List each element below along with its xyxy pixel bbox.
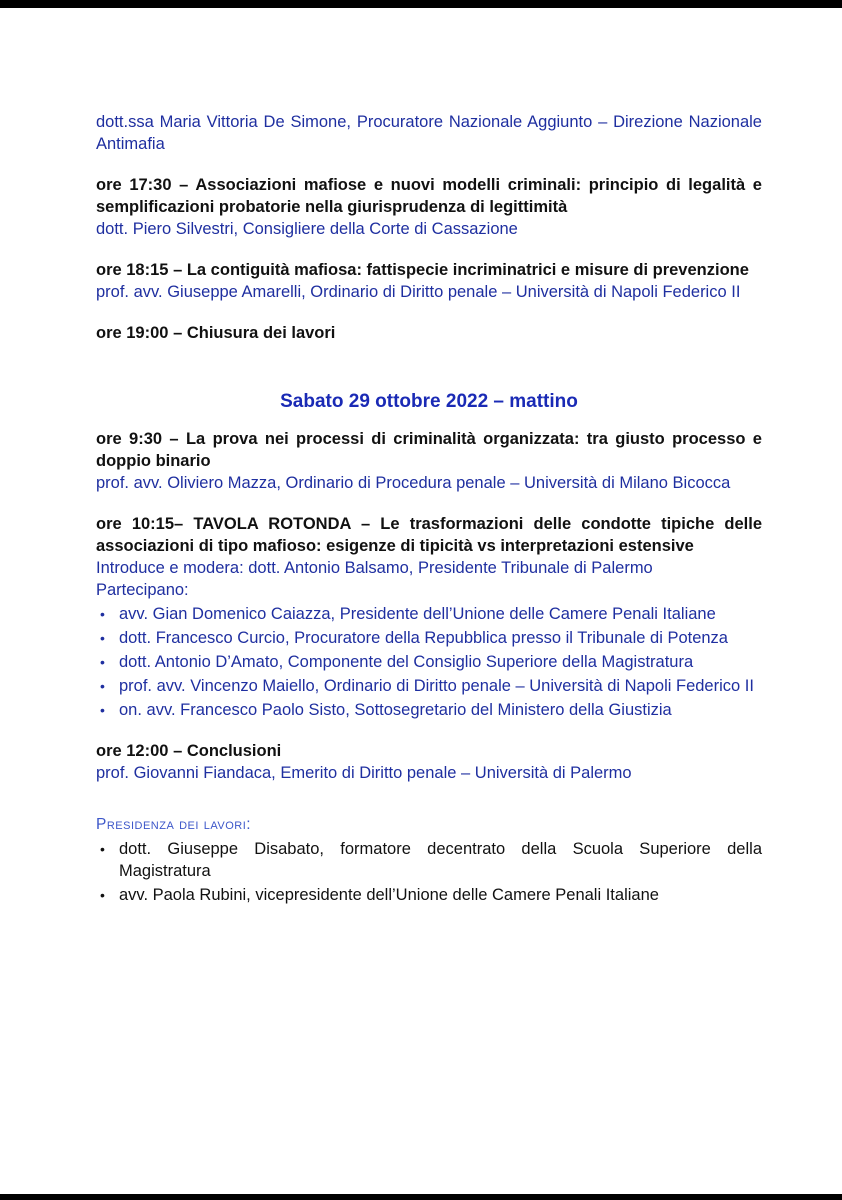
- session-time: ore 10:15: [96, 515, 175, 533]
- list-item: [96, 675, 762, 697]
- session-title: La contiguità mafiosa: fattispecie incriminatrici e misure di prevenzione: [186, 261, 749, 279]
- participant-text: dott. Antonio D’Amato, Componente del Consiglio Superiore della Magistratura: [119, 653, 694, 671]
- session-title: Associazioni mafiose e nuovi modelli criminali: principio di legalità e semplificazioni probatorie nella giurisprudenza di legittimità: [96, 176, 762, 216]
- dash: –: [179, 176, 189, 194]
- moderator: Introduce e modera: dott. Antonio Balsamo, Presidente Tribunale di Palermo: [96, 559, 653, 577]
- program-content: [96, 111, 762, 908]
- participant-text: dott. Francesco Curcio, Procuratore della Repubblica presso il Tribunale di Potenza: [119, 629, 728, 647]
- dash: –: [174, 515, 184, 533]
- day-title: Sabato 29 ottobre 2022 – mattino: [280, 391, 578, 412]
- bullet-icon: •: [100, 606, 105, 622]
- participants-label: Partecipano:: [96, 581, 189, 599]
- session-title: Le trasformazioni delle condotte tipiche delle associazioni di tipo mafioso: esigenze di tipicità vs interpretazioni estensive: [96, 515, 762, 555]
- member-text: avv. Paola Rubini, vicepresidente dell’Unione delle Camere Penali Italiane: [119, 886, 659, 904]
- participant-text: prof. avv. Vincenzo Maiello, Ordinario di Diritto penale – Università di Napoli Federico II: [119, 677, 754, 695]
- session-speaker: dott. Piero Silvestri, Consigliere della Corte di Cassazione: [96, 220, 518, 238]
- session-1200: [96, 740, 762, 784]
- session-heading: [96, 174, 762, 218]
- session-title: Conclusioni: [186, 742, 282, 760]
- session-heading: [96, 740, 762, 762]
- list-item: [96, 699, 762, 721]
- participants-list: [96, 603, 762, 721]
- list-item: [96, 603, 762, 625]
- bullet-icon: •: [100, 630, 105, 646]
- session-time: ore 18:15: [96, 261, 169, 279]
- list-item: [96, 838, 762, 882]
- session-heading: [96, 428, 762, 472]
- session-speaker: prof. avv. Oliviero Mazza, Ordinario di Procedura penale – Università di Milano Bicocca: [96, 474, 731, 492]
- dash: –: [173, 261, 183, 279]
- presidency-list: [96, 838, 762, 906]
- session-roundtable: [96, 513, 762, 721]
- session-time: ore 17:30: [96, 176, 172, 194]
- bullet-icon: •: [100, 702, 105, 718]
- session-1815: [96, 259, 762, 303]
- list-item: [96, 884, 762, 906]
- presidency-title: Presidenza dei lavori:: [96, 816, 252, 833]
- list-item: [96, 651, 762, 673]
- session-1900: [96, 322, 762, 344]
- session-title: La prova nei processi di criminalità organizzata: tra giusto processo e doppio binario: [96, 430, 762, 470]
- session-heading: [96, 259, 762, 281]
- session-speaker: prof. Giovanni Fiandaca, Emerito di Diritto penale – Università di Palermo: [96, 764, 632, 782]
- dash: –: [360, 515, 371, 533]
- session-0930: [96, 428, 762, 494]
- session-time: ore 9:30: [96, 430, 163, 448]
- session-speaker: prof. avv. Giuseppe Amarelli, Ordinario di Diritto penale – Università di Napoli Federico II: [96, 283, 741, 301]
- participant-text: on. avv. Francesco Paolo Sisto, Sottosegretario del Ministero della Giustizia: [119, 701, 672, 719]
- roundtable-label: TAVOLA ROTONDA: [193, 515, 351, 533]
- participant-text: avv. Gian Domenico Caiazza, Presidente dell’Unione delle Camere Penali Italiane: [119, 605, 716, 623]
- session-heading: [96, 513, 762, 557]
- document-page: [0, 8, 842, 1194]
- list-item: [96, 627, 762, 649]
- dash: –: [173, 324, 183, 342]
- intro-speaker: dott.ssa Maria Vittoria De Simone, Procuratore Nazionale Aggiunto – Direzione Nazionale Antimafia: [96, 113, 762, 153]
- session-time: ore 19:00: [96, 324, 169, 342]
- member-text: dott. Giuseppe Disabato, formatore decentrato della Scuola Superiore della Magistratura: [119, 840, 762, 880]
- session-title: Chiusura dei lavori: [186, 324, 336, 342]
- bullet-icon: •: [100, 678, 105, 694]
- dash: –: [173, 742, 183, 760]
- bullet-icon: •: [100, 841, 105, 857]
- bullet-icon: •: [100, 654, 105, 670]
- session-heading: [96, 322, 762, 344]
- session-1730: [96, 174, 762, 240]
- bullet-icon: •: [100, 887, 105, 903]
- dash: –: [169, 430, 179, 448]
- session-time: ore 12:00: [96, 742, 169, 760]
